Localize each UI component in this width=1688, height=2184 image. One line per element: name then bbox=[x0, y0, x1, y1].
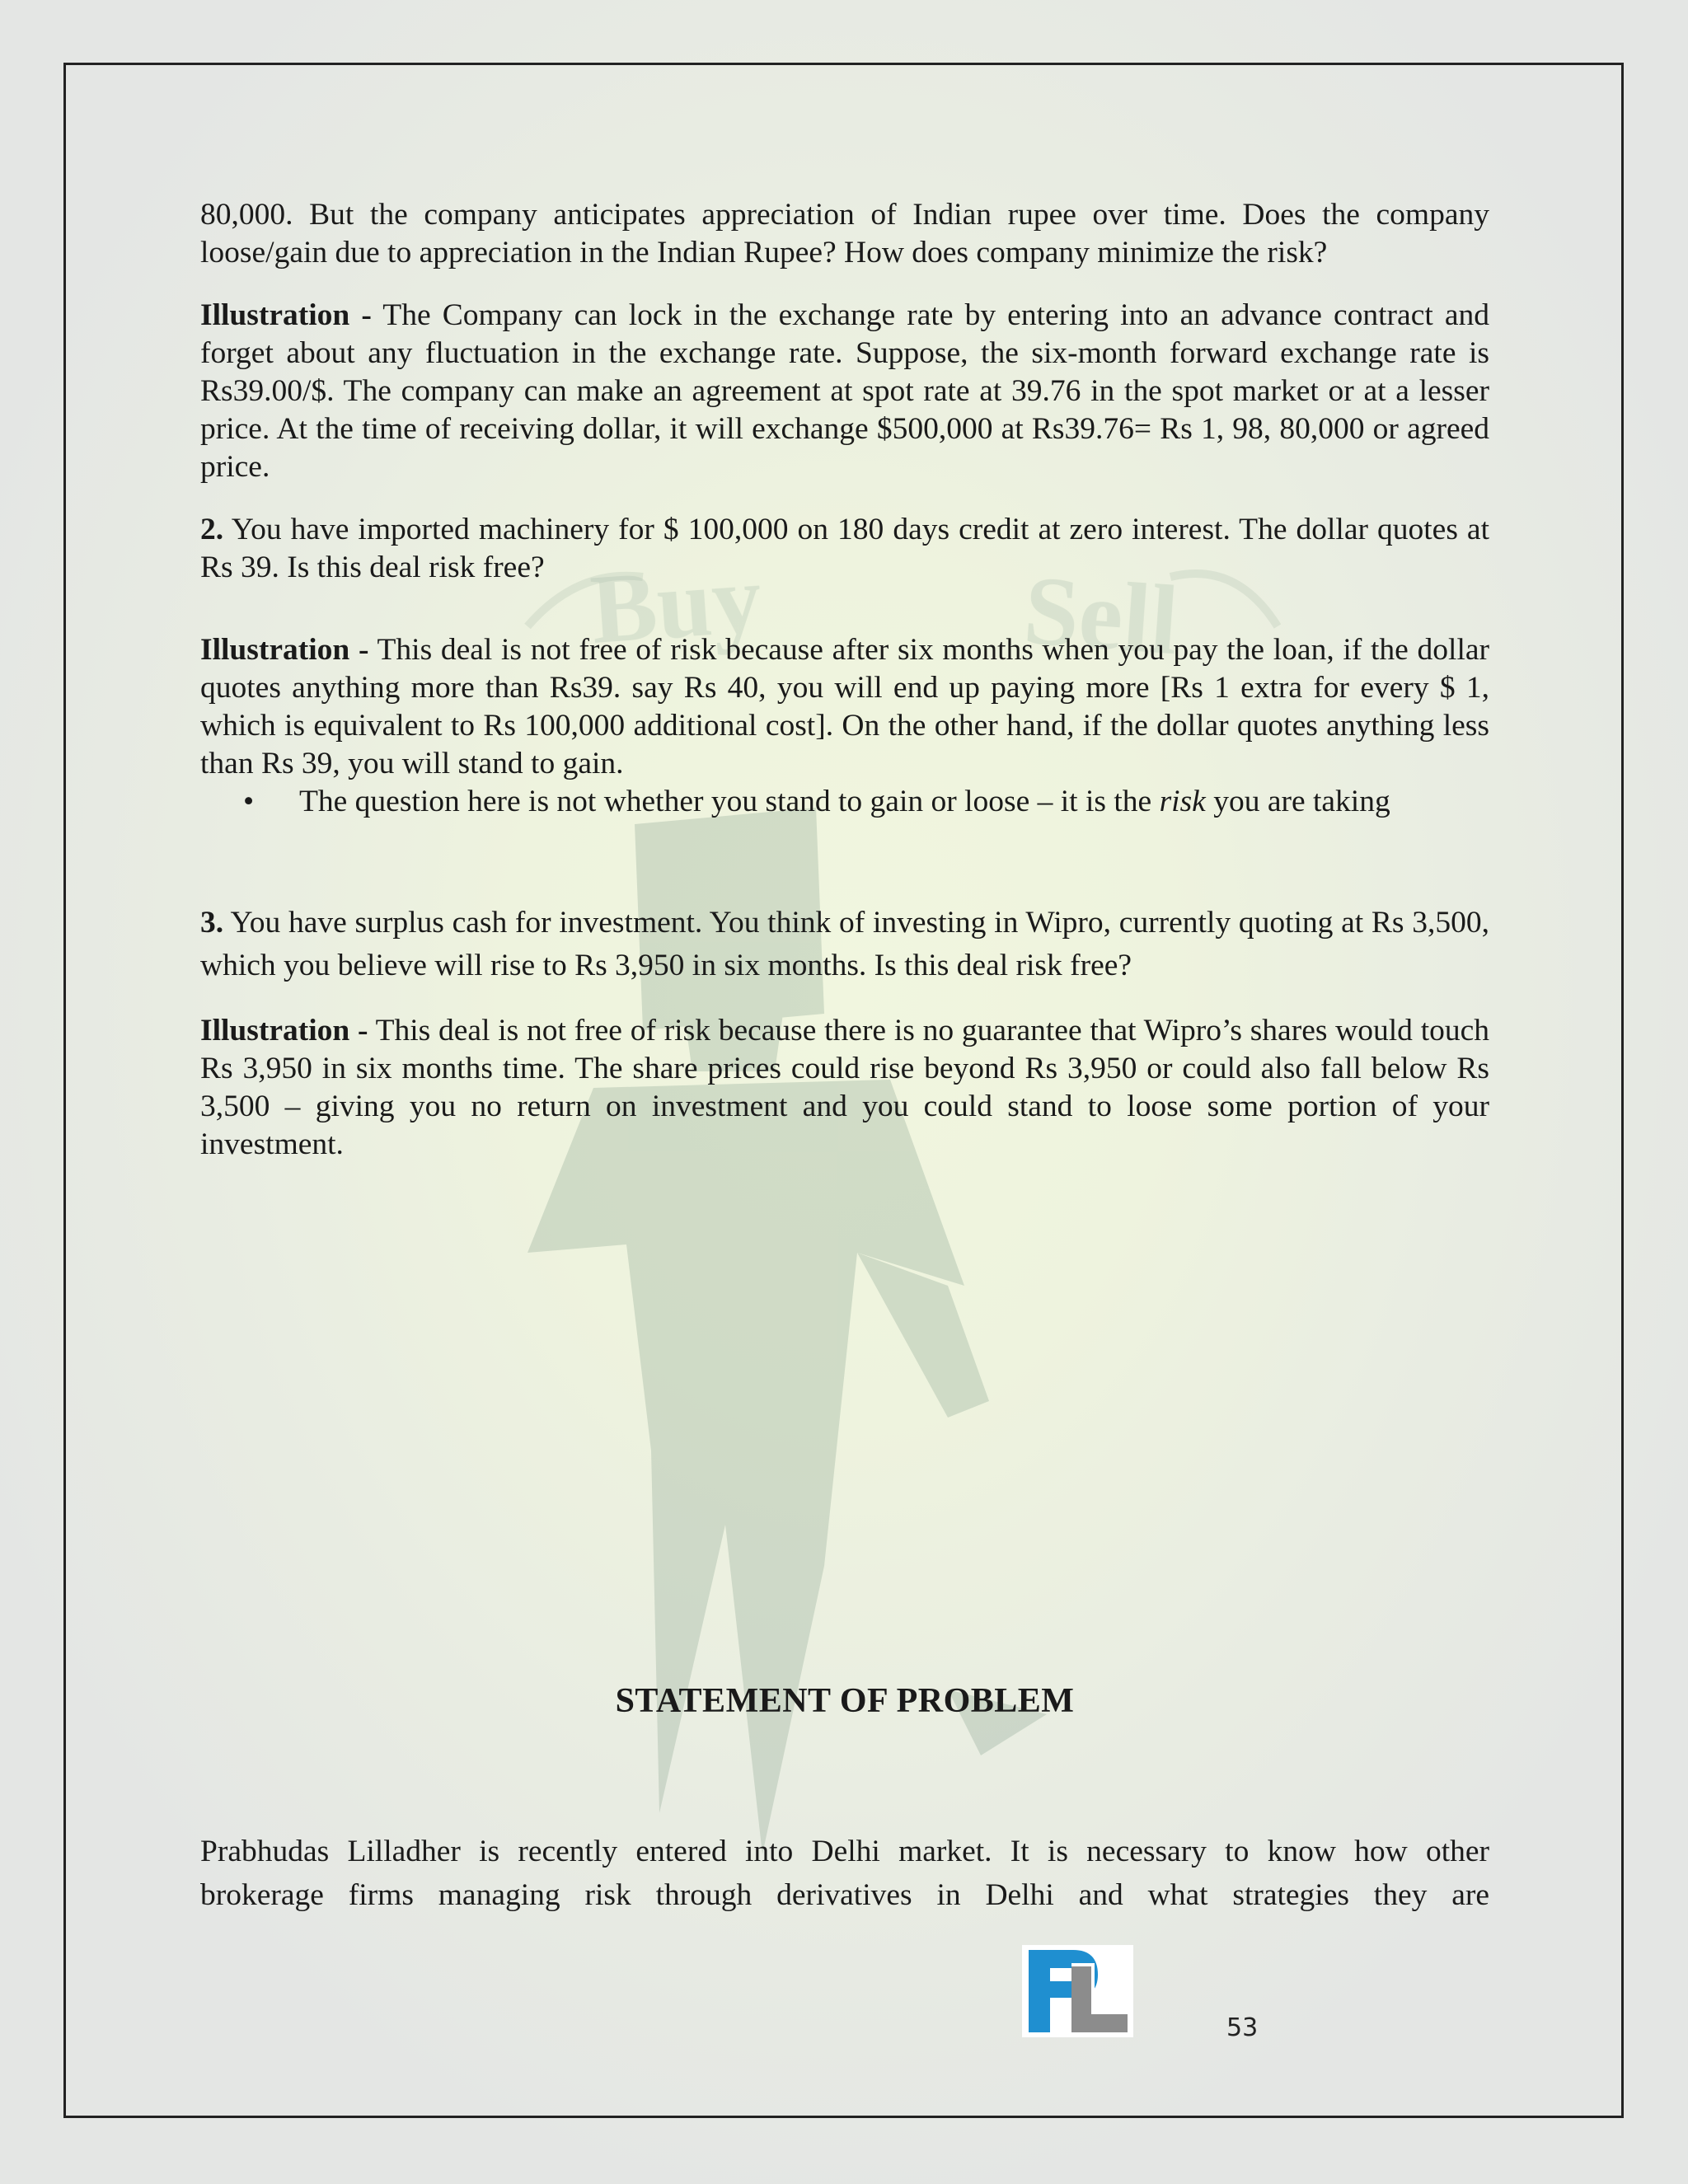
pl-logo-icon bbox=[1022, 1945, 1133, 2037]
bullet-text-italic: risk bbox=[1159, 785, 1206, 818]
closing-line-2: brokerage firms managing risk through derivatives in Delhi and what strategies they are bbox=[200, 1878, 1489, 1912]
bullet-text-before: The question here is not whether you stand to gain or loose – it is the bbox=[299, 785, 1160, 818]
question-number: 2. bbox=[200, 513, 224, 546]
body-text bbox=[200, 196, 1489, 1164]
illustration-label: Illustration - bbox=[200, 1014, 368, 1047]
illustration-text: This deal is not free of risk because there is no guarantee that Wipro’s shares would touch Rs 3,950 in six months time. The share prices could rise beyond Rs 3,950 or could also fall below Rs 3,500 – giving you no return on investment and you could stand to loose some portion of your investment. bbox=[200, 1014, 1490, 1161]
illustration-text: This deal is not free of risk because after six months when you pay the loan, if the dollar quotes anything more than Rs39. say Rs 40, you will end up paying more [Rs 1 extra for every $ 1, which is equivalent to Rs 100,000 additional cost]. On the other hand, if the dollar quotes anything less than Rs 39, you will stand to gain. bbox=[200, 633, 1489, 780]
bullet-text bbox=[299, 783, 1390, 821]
illustration-1 bbox=[200, 297, 1489, 486]
paragraph-intro: 80,000. But the company anticipates appreciation of Indian rupee over time. Does the company loose/gain due to appreciation in the Indian Rupee? How does company minimize the risk? bbox=[200, 198, 1489, 269]
illustration-text: The Company can lock in the exchange rate by entering into an advance contract and forget about any fluctuation in the exchange rate. Suppose, the six-month forward exchange rate is Rs39.00/$. The company can make an agreement at spot rate at 39.76 in the spot market or at a lesser price. At the time of receiving dollar, it will exchange $500,000 at Rs39.76= Rs 1, 98, 80,000 or agreed price. bbox=[200, 298, 1489, 484]
closing-line-1: Prabhudas Lilladher is recently entered into Delhi market. It is necessary to know how other bbox=[200, 1835, 1489, 1868]
illustration-label: Illustration - bbox=[200, 633, 369, 667]
bullet-icon: • bbox=[243, 785, 255, 818]
bullet-item bbox=[243, 783, 1489, 821]
bullet-text-after: you are taking bbox=[1205, 785, 1390, 818]
illustration-3 bbox=[200, 1012, 1489, 1164]
question-text: You have surplus cash for investment. You think of investing in Wipro, currently quoting at Rs 3,500, which you believe will rise to Rs 3,950 in six months. Is this deal risk free? bbox=[200, 906, 1489, 982]
question-text: You have imported machinery for $ 100,000 on 180 days credit at zero interest. The dollar quotes at Rs 39. Is this deal risk free? bbox=[200, 513, 1489, 584]
illustration-2 bbox=[200, 631, 1489, 783]
question-number: 3. bbox=[200, 906, 224, 940]
illustration-label: Illustration - bbox=[200, 298, 372, 332]
question-3 bbox=[200, 902, 1489, 987]
section-heading: STATEMENT OF PROBLEM bbox=[615, 1682, 1075, 1720]
page-number: 53 bbox=[1226, 2013, 1259, 2042]
svg-text:Sell: Sell bbox=[1020, 555, 1182, 675]
question-2 bbox=[200, 511, 1489, 587]
svg-text:Buy: Buy bbox=[587, 542, 766, 664]
closing-paragraph bbox=[200, 1830, 1489, 1917]
